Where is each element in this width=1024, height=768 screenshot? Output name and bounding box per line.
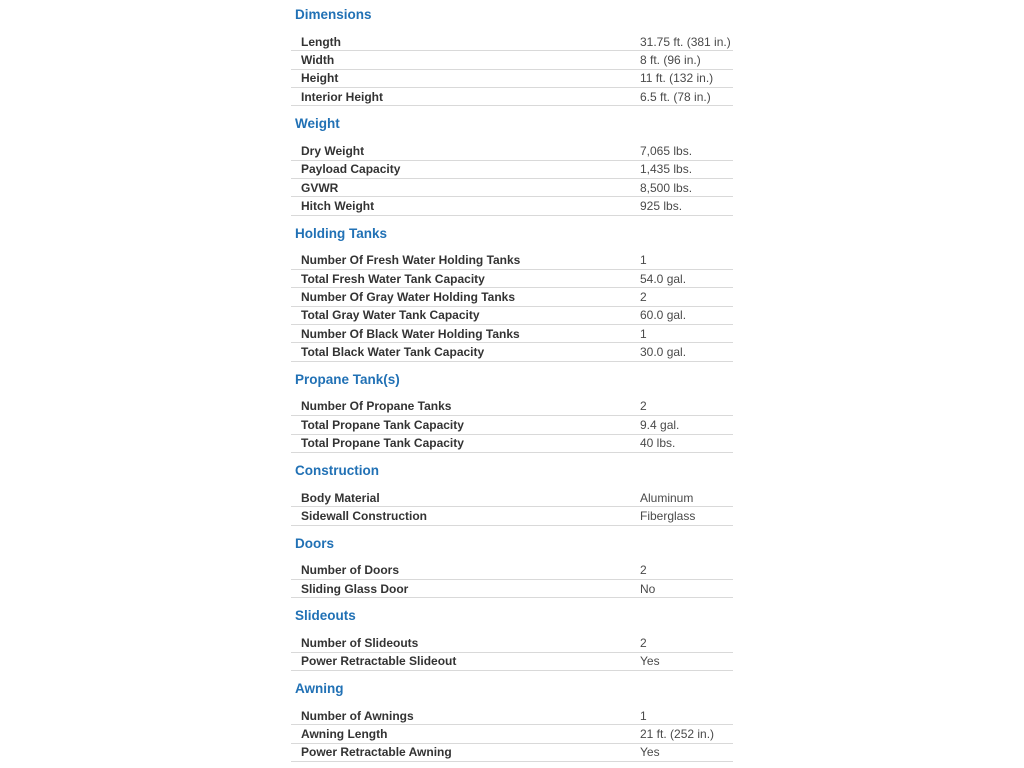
section-title: Holding Tanks [295, 225, 388, 241]
spec-row [291, 288, 733, 306]
spec-table [291, 398, 733, 453]
spec-label: Length [301, 34, 341, 49]
spec-label: Total Propane Tank Capacity [301, 436, 464, 451]
spec-label: Number Of Propane Tanks [301, 399, 452, 414]
section-title: Propane Tank(s) [295, 371, 400, 387]
spec-row [291, 307, 733, 325]
spec-value: 8,500 lbs. [640, 180, 693, 195]
spec-value: 54.0 gal. [640, 271, 687, 286]
spec-row [291, 33, 733, 51]
spec-value: 9.4 gal. [640, 417, 680, 432]
spec-label: Number of Awnings [301, 708, 414, 723]
spec-label: Number of Doors [301, 563, 400, 578]
spec-value: 2 [640, 635, 647, 650]
spec-value: 40 lbs. [640, 436, 676, 451]
spec-table [291, 489, 733, 526]
spec-row [291, 88, 733, 106]
spec-value: 2 [640, 399, 647, 414]
spec-value: 1,435 lbs. [640, 162, 693, 177]
spec-row [291, 51, 733, 69]
spec-row [291, 725, 733, 743]
section-title: Construction [295, 462, 379, 478]
spec-row [291, 707, 733, 725]
section-title: Awning [295, 680, 344, 696]
spec-label: Total Gray Water Tank Capacity [301, 308, 480, 323]
spec-label: Number Of Fresh Water Holding Tanks [301, 253, 521, 268]
spec-table [291, 634, 733, 671]
spec-value: 2 [640, 563, 647, 578]
spec-row [291, 142, 733, 160]
spec-section [291, 463, 733, 526]
spec-section [291, 536, 733, 599]
spec-label: Sliding Glass Door [301, 581, 409, 596]
spec-table [291, 252, 733, 362]
spec-value: 8 ft. (96 in.) [640, 53, 701, 68]
section-title: Weight [295, 116, 340, 132]
spec-label: Power Retractable Slideout [301, 654, 457, 669]
spec-row [291, 489, 733, 507]
spec-value: Yes [640, 745, 660, 760]
spec-row [291, 653, 733, 671]
spec-row [291, 197, 733, 215]
spec-value: 925 lbs. [640, 199, 683, 214]
spec-label: Body Material [301, 490, 380, 505]
spec-label: Number of Slideouts [301, 635, 419, 650]
spec-value: No [640, 581, 656, 596]
spec-row [291, 179, 733, 197]
spec-row [291, 744, 733, 762]
spec-label: Interior Height [301, 89, 384, 104]
spec-row [291, 161, 733, 179]
spec-row [291, 507, 733, 525]
spec-section [291, 608, 733, 671]
spec-label: Total Propane Tank Capacity [301, 417, 464, 432]
spec-label: Hitch Weight [301, 199, 375, 214]
section-title: Dimensions [295, 7, 372, 22]
spec-section [291, 116, 733, 215]
section-title: Slideouts [295, 608, 356, 624]
spec-row [291, 435, 733, 453]
spec-label: Sidewall Construction [301, 508, 428, 523]
spec-value: 7,065 lbs. [640, 144, 693, 159]
spec-value: 21 ft. (252 in.) [640, 726, 715, 741]
spec-label: Total Black Water Tank Capacity [301, 345, 485, 360]
spec-section [291, 7, 733, 106]
spec-label: Height [301, 71, 339, 86]
spec-row [291, 416, 733, 434]
spec-value: 11 ft. (132 in.) [640, 71, 714, 86]
section-title: Doors [295, 535, 335, 551]
spec-row [291, 634, 733, 652]
spec-table [291, 33, 733, 106]
spec-value: 6.5 ft. (78 in.) [640, 89, 711, 104]
spec-value: 1 [640, 708, 647, 723]
spec-row [291, 325, 733, 343]
spec-row [291, 562, 733, 580]
spec-label: GVWR [301, 180, 339, 195]
spec-row [291, 270, 733, 288]
spec-section [291, 226, 733, 362]
spec-table [291, 707, 733, 762]
spec-value: 2 [640, 290, 647, 305]
spec-value: 1 [640, 326, 647, 341]
spec-row [291, 398, 733, 416]
spec-label: Power Retractable Awning [301, 745, 452, 760]
spec-label: Payload Capacity [301, 162, 401, 177]
specifications-content [291, 0, 733, 762]
spec-section [291, 681, 733, 762]
spec-row [291, 70, 733, 88]
spec-label: Total Fresh Water Tank Capacity [301, 271, 485, 286]
spec-label: Number Of Black Water Holding Tanks [301, 326, 520, 341]
spec-value: Yes [640, 654, 660, 669]
spec-value: Fiberglass [640, 508, 696, 523]
spec-row [291, 343, 733, 361]
spec-table [291, 142, 733, 215]
spec-label: Width [301, 53, 335, 68]
spec-value: 30.0 gal. [640, 345, 687, 360]
spec-section [291, 372, 733, 453]
spec-row [291, 580, 733, 598]
spec-value: 1 [640, 253, 647, 268]
spec-label: Awning Length [301, 726, 388, 741]
spec-table [291, 562, 733, 599]
spec-label: Dry Weight [301, 144, 365, 159]
spec-value: 31.75 ft. (381 in.) [640, 34, 731, 49]
spec-row [291, 252, 733, 270]
spec-value: 60.0 gal. [640, 308, 687, 323]
spec-label: Number Of Gray Water Holding Tanks [301, 290, 516, 305]
spec-value: Aluminum [640, 490, 694, 505]
